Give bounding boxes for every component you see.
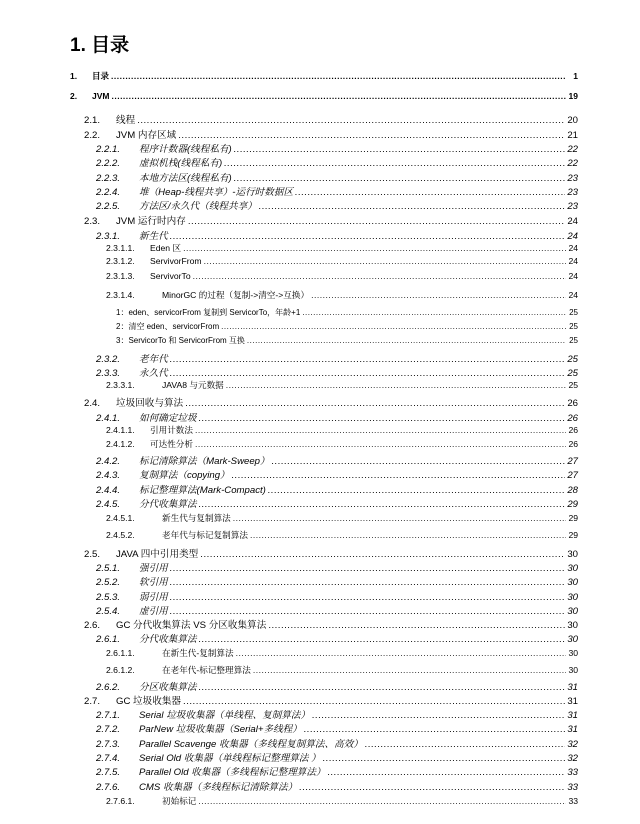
toc-entry-page-number: 23 bbox=[567, 187, 578, 198]
toc-entry-label: 可达性分析 bbox=[150, 439, 193, 449]
dot-leader bbox=[183, 243, 566, 253]
toc-entry-number: 2.3.1.1. bbox=[106, 243, 135, 253]
toc-entry-label: 在老年代-标记整理算法 bbox=[162, 665, 251, 675]
toc-entry-label: 分代收集算法 bbox=[139, 499, 197, 510]
toc-entry-page-number: 24 bbox=[568, 243, 578, 253]
toc-entry[interactable] bbox=[84, 112, 578, 126]
toc-entry-number: 2.2.3. bbox=[96, 173, 121, 184]
dot-leader bbox=[311, 290, 566, 300]
dot-leader bbox=[234, 144, 566, 155]
toc-entry-number: 2.7.1. bbox=[96, 710, 121, 721]
toc-entry-label: Serial Old 收集器（单线程标记整理算法 ） bbox=[139, 753, 321, 764]
toc-entry-label: 2：清空 eden、servicorFrom bbox=[116, 322, 220, 331]
toc-entry-page-number: 24 bbox=[568, 256, 578, 266]
toc-entry-label: 永久代 bbox=[139, 368, 168, 379]
toc-entry-label: 1：eden、servicorFrom 复制到 ServicorTo，年龄+1 bbox=[116, 308, 301, 317]
toc-entry-page-number: 1 bbox=[573, 71, 578, 81]
toc-entry-number: 2.3.3. bbox=[96, 368, 121, 379]
toc-entry-page-number: 32 bbox=[567, 753, 578, 764]
toc-entry-page-number: 30 bbox=[567, 592, 578, 603]
toc-entry-number: 2.4.5. bbox=[96, 499, 121, 510]
toc-entry[interactable] bbox=[106, 795, 578, 807]
toc-entry-number: 2.3.2. bbox=[96, 354, 121, 365]
toc-entry-label: 分代收集算法 bbox=[139, 634, 197, 645]
toc-entry-label: 方法区/永久代（线程共享） bbox=[139, 201, 257, 212]
dot-leader bbox=[200, 549, 565, 560]
toc-entry-number: 2.2. bbox=[84, 130, 101, 141]
dot-leader bbox=[304, 724, 565, 735]
toc-entry-label: 新生代 bbox=[139, 231, 168, 242]
toc-entry-page-number: 33 bbox=[567, 782, 578, 793]
toc-entry-label: 程序计数器(线程私有) bbox=[139, 144, 232, 155]
dot-leader bbox=[268, 620, 565, 631]
toc-entry-page-number: 24 bbox=[568, 271, 578, 281]
toc-entry-number: 2.7.6. bbox=[96, 782, 121, 793]
dot-leader bbox=[198, 796, 566, 806]
toc-entry[interactable] bbox=[96, 721, 578, 735]
page-title: 1. 目录 bbox=[70, 35, 130, 56]
toc-entry-label: 软引用 bbox=[139, 577, 168, 588]
toc-entry-label: Serial 垃圾收集器（单线程、复制算法） bbox=[139, 710, 311, 721]
toc-entry-label: ServivorFrom bbox=[150, 256, 202, 266]
toc-entry-page-number: 24 bbox=[568, 290, 578, 300]
toc-entry-page-number: 30 bbox=[567, 620, 578, 631]
dot-leader bbox=[221, 322, 566, 331]
toc-entry[interactable] bbox=[96, 707, 578, 721]
toc-entry-number: 2.5.3. bbox=[96, 592, 121, 603]
toc-entry-page-number: 30 bbox=[567, 577, 578, 588]
toc-entry-page-number: 28 bbox=[567, 485, 578, 496]
toc-entry-label: 标记整理算法(Mark-Compact) bbox=[139, 485, 266, 496]
toc-entry[interactable] bbox=[96, 351, 578, 365]
toc-entry[interactable] bbox=[106, 256, 578, 266]
dot-leader bbox=[226, 380, 566, 390]
dot-leader bbox=[199, 499, 566, 510]
toc-entry[interactable] bbox=[84, 213, 578, 227]
toc-entry[interactable] bbox=[84, 693, 578, 707]
dot-leader bbox=[259, 201, 566, 212]
toc-entry-page-number: 23 bbox=[567, 201, 578, 212]
toc-entry-page-number: 26 bbox=[568, 425, 578, 435]
toc-entry[interactable] bbox=[106, 438, 578, 450]
toc-entry-page-number: 30 bbox=[567, 549, 578, 560]
toc-entry[interactable] bbox=[116, 335, 578, 346]
toc-entry-number: 2.4.1.1. bbox=[106, 425, 135, 435]
toc-entry-page-number: 32 bbox=[567, 739, 578, 750]
toc-entry[interactable] bbox=[96, 679, 578, 693]
dot-leader bbox=[195, 425, 566, 435]
toc-entry[interactable] bbox=[116, 307, 578, 318]
dot-leader bbox=[111, 91, 566, 101]
toc-entry[interactable] bbox=[96, 365, 578, 379]
toc-entry-number: 2.4.5.1. bbox=[106, 513, 135, 523]
toc-entry-label: JAVA 四中引用类型 bbox=[116, 549, 199, 560]
dot-leader bbox=[236, 648, 566, 658]
toc-entry-label: 3：ServicorTo 和 ServicorFrom 互换 bbox=[116, 336, 245, 345]
toc-entry[interactable] bbox=[96, 603, 578, 617]
toc-entry-label: 目录 bbox=[92, 71, 110, 81]
toc-entry[interactable] bbox=[96, 589, 578, 603]
toc-entry-page-number: 25 bbox=[569, 308, 578, 317]
dot-leader bbox=[232, 470, 566, 481]
toc-entry-number: 2.7.6.1. bbox=[106, 796, 135, 806]
toc-entry-number: 2.4.2. bbox=[96, 456, 121, 467]
toc-entry-label: GC 分代收集算法 VS 分区收集算法 bbox=[116, 620, 267, 631]
dot-leader bbox=[224, 158, 565, 169]
dot-leader bbox=[170, 368, 566, 379]
toc-entry-page-number: 27 bbox=[567, 456, 578, 467]
dot-leader bbox=[250, 530, 566, 540]
dot-leader bbox=[170, 606, 566, 617]
toc-entry-number: 2.3.1.2. bbox=[106, 256, 135, 266]
toc-entry-page-number: 26 bbox=[567, 398, 578, 409]
toc-entry[interactable] bbox=[106, 664, 578, 676]
toc-entry-page-number: 29 bbox=[567, 499, 578, 510]
toc-entry-number: 2.4.1.2. bbox=[106, 439, 135, 449]
toc-entry[interactable] bbox=[96, 228, 578, 242]
toc-entry-number: 2.6. bbox=[84, 620, 101, 631]
toc-entry[interactable] bbox=[96, 141, 578, 155]
toc-entry-page-number: 29 bbox=[568, 530, 578, 540]
toc-entry[interactable] bbox=[106, 289, 578, 301]
toc-entry-page-number: 20 bbox=[567, 115, 578, 126]
toc-entry-label: 分区收集算法 bbox=[139, 682, 197, 693]
toc-entry-number: 2.3.1.4. bbox=[106, 290, 135, 300]
toc-entry[interactable] bbox=[84, 127, 578, 141]
toc-entry-label: GC 垃圾收集器 bbox=[116, 696, 182, 707]
toc-entry-label: JAVA8 与元数据 bbox=[162, 380, 224, 390]
toc-entry-label: JVM 内存区域 bbox=[116, 130, 177, 141]
toc-entry-number: 2.7.3. bbox=[96, 739, 121, 750]
toc-entry-page-number: 25 bbox=[569, 322, 578, 331]
toc-entry-page-number: 26 bbox=[567, 413, 578, 424]
toc-entry-number: 2.4. bbox=[84, 398, 101, 409]
toc-entry-label: MinorGC 的过程（复制->清空->互换） bbox=[162, 290, 310, 300]
toc-entry[interactable] bbox=[106, 529, 578, 541]
toc-entry-page-number: 31 bbox=[567, 710, 578, 721]
toc-entry-page-number: 25 bbox=[568, 380, 578, 390]
toc-entry-label: 线程 bbox=[116, 115, 136, 126]
toc-entry-number: 2.7.5. bbox=[96, 767, 121, 778]
toc-entry-page-number: 30 bbox=[567, 563, 578, 574]
toc-entry-page-number: 23 bbox=[567, 173, 578, 184]
dot-leader bbox=[111, 71, 566, 81]
dot-leader bbox=[170, 577, 566, 588]
toc-entry-label: Parallel Scavenge 收集器（多线程复制算法、高效） bbox=[139, 739, 363, 750]
toc-entry-page-number: 33 bbox=[567, 767, 578, 778]
toc-entry[interactable] bbox=[106, 512, 578, 524]
dot-leader bbox=[170, 231, 566, 242]
dot-leader bbox=[193, 271, 566, 281]
toc-entry-page-number: 24 bbox=[567, 231, 578, 242]
toc-entry[interactable] bbox=[96, 198, 578, 212]
dot-leader bbox=[323, 753, 566, 764]
toc-entry-page-number: 22 bbox=[567, 144, 578, 155]
toc-entry-page-number: 24 bbox=[567, 216, 578, 227]
toc-entry-number: 2.6.1.2. bbox=[106, 665, 135, 675]
toc-entry-label: 初始标记 bbox=[162, 796, 197, 806]
dot-leader bbox=[199, 682, 566, 693]
dot-leader bbox=[272, 456, 566, 467]
toc-entry-page-number: 30 bbox=[567, 606, 578, 617]
dot-leader bbox=[199, 634, 566, 645]
toc-entry-page-number: 31 bbox=[567, 724, 578, 735]
toc-entry[interactable] bbox=[96, 764, 578, 778]
toc-entry[interactable] bbox=[96, 560, 578, 574]
toc-entry-page-number: 29 bbox=[568, 513, 578, 523]
toc-entry-page-number: 30 bbox=[568, 665, 578, 675]
toc-entry[interactable] bbox=[96, 482, 578, 496]
toc-entry-number: 2.4.5.2. bbox=[106, 530, 135, 540]
toc-entry[interactable] bbox=[96, 779, 578, 793]
dot-leader bbox=[188, 216, 566, 227]
toc-entry-number: 2.3. bbox=[84, 216, 101, 227]
toc-entry-page-number: 25 bbox=[569, 336, 578, 345]
toc-entry[interactable] bbox=[106, 271, 578, 281]
toc-entry-page-number: 31 bbox=[567, 682, 578, 693]
toc-entry-label: 在新生代-复制算法 bbox=[162, 648, 234, 658]
toc-entry[interactable] bbox=[96, 453, 578, 467]
dot-leader bbox=[268, 485, 565, 496]
toc-entry-label: 垃圾回收与算法 bbox=[116, 398, 184, 409]
dot-leader bbox=[365, 739, 565, 750]
toc-entry[interactable] bbox=[96, 184, 578, 198]
toc-entry-number: 2.5.2. bbox=[96, 577, 121, 588]
dot-leader bbox=[328, 767, 566, 778]
toc-entry-number: 2.6.2. bbox=[96, 682, 121, 693]
toc-entry-number: 2.2.4. bbox=[96, 187, 121, 198]
toc-entry-number: 2.5.1. bbox=[96, 563, 121, 574]
toc-entry-page-number: 22 bbox=[567, 158, 578, 169]
dot-leader bbox=[233, 513, 566, 523]
toc-entry-label: 虚引用 bbox=[139, 606, 168, 617]
toc-entry-number: 2.5. bbox=[84, 549, 101, 560]
toc-entry[interactable] bbox=[84, 395, 578, 409]
toc-entry-label: 复制算法（copying） bbox=[139, 470, 230, 481]
toc-entry-page-number: 25 bbox=[567, 354, 578, 365]
toc-entry-page-number: 33 bbox=[568, 796, 578, 806]
dot-leader bbox=[234, 173, 566, 184]
toc-entry[interactable] bbox=[70, 70, 578, 82]
toc-entry-number: 2.6.1. bbox=[96, 634, 121, 645]
toc-entry[interactable] bbox=[96, 467, 578, 481]
toc-entry-number: 2.4.4. bbox=[96, 485, 121, 496]
toc-entry[interactable] bbox=[96, 155, 578, 169]
toc-entry[interactable] bbox=[96, 170, 578, 184]
toc-entry-label: 本地方法区(线程私有) bbox=[139, 173, 232, 184]
toc-entry-page-number: 25 bbox=[567, 368, 578, 379]
toc-entry[interactable] bbox=[106, 242, 578, 254]
toc-entry-page-number: 26 bbox=[568, 439, 578, 449]
toc-entry-number: 2.2.5. bbox=[96, 201, 121, 212]
toc-entry-label: JVM bbox=[92, 91, 110, 101]
toc-entry[interactable] bbox=[70, 91, 578, 101]
toc-entry-label: 新生代与复制算法 bbox=[162, 513, 231, 523]
toc-entry-number: 2.3.1.3. bbox=[106, 271, 135, 281]
toc-entry-label: ParNew 垃圾收集器（Serial+多线程） bbox=[139, 724, 302, 735]
toc-entry-page-number: 30 bbox=[567, 634, 578, 645]
toc-entry-number: 1. bbox=[70, 71, 78, 81]
toc-entry-page-number: 27 bbox=[567, 470, 578, 481]
toc-entry-number: 2.1. bbox=[84, 115, 101, 126]
toc-entry-label: Parallel Old 收集器（多线程标记整理算法） bbox=[139, 767, 326, 778]
dot-leader bbox=[178, 130, 565, 141]
dot-leader bbox=[185, 398, 565, 409]
dot-leader bbox=[170, 563, 566, 574]
toc-entry-page-number: 31 bbox=[567, 696, 578, 707]
toc-entry-label: ServivorTo bbox=[150, 271, 191, 281]
toc-entry-page-number: 21 bbox=[567, 130, 578, 141]
toc-entry-number: 2.2.2. bbox=[96, 158, 121, 169]
toc-entry-label: 老年代 bbox=[139, 354, 168, 365]
toc-entry[interactable] bbox=[96, 574, 578, 588]
dot-leader bbox=[312, 710, 565, 721]
toc-entry-number: 2.2.1. bbox=[96, 144, 121, 155]
toc-entry-label: 虚拟机栈(线程私有) bbox=[139, 158, 223, 169]
toc-entry-number: 2.3.3.1. bbox=[106, 380, 135, 390]
dot-leader bbox=[137, 115, 565, 126]
toc-entry-label: 如何确定垃圾 bbox=[139, 413, 197, 424]
dot-leader bbox=[204, 256, 566, 266]
dot-leader bbox=[199, 413, 566, 424]
dot-leader bbox=[302, 308, 566, 317]
toc-entry[interactable] bbox=[96, 631, 578, 645]
toc-entry[interactable] bbox=[96, 736, 578, 750]
toc-entry-page-number: 19 bbox=[568, 91, 578, 101]
toc-entry[interactable] bbox=[84, 617, 578, 631]
toc-entry-label: 老年代与标记复制算法 bbox=[162, 530, 248, 540]
toc-entry-label: 强引用 bbox=[139, 563, 168, 574]
toc-entry-number: 2.3.1. bbox=[96, 231, 121, 242]
toc-entry[interactable] bbox=[96, 410, 578, 424]
toc-entry-number: 2.7.4. bbox=[96, 753, 121, 764]
toc-entry-label: Eden 区 bbox=[150, 243, 182, 253]
toc-entry-label: CMS 收集器（多线程标记清除算法） bbox=[139, 782, 298, 793]
toc-entry-number: 2.7.2. bbox=[96, 724, 121, 735]
toc-entry[interactable] bbox=[84, 546, 578, 560]
toc-entry-number: 2. bbox=[70, 91, 78, 101]
toc-entry-number: 2.5.4. bbox=[96, 606, 121, 617]
dot-leader bbox=[247, 336, 566, 345]
dot-leader bbox=[299, 782, 565, 793]
toc-entry[interactable] bbox=[106, 379, 578, 391]
toc-entry-number: 2.6.1.1. bbox=[106, 648, 135, 658]
dot-leader bbox=[183, 696, 565, 707]
toc-entry[interactable] bbox=[96, 750, 578, 764]
toc-entry-number: 2.4.3. bbox=[96, 470, 121, 481]
toc-entry-number: 2.7. bbox=[84, 696, 101, 707]
dot-leader bbox=[195, 439, 566, 449]
dot-leader bbox=[253, 665, 566, 675]
toc-entry-page-number: 30 bbox=[568, 648, 578, 658]
toc-entry-label: 堆（Heap-线程共享）-运行时数据区 bbox=[139, 187, 294, 198]
dot-leader bbox=[170, 592, 566, 603]
toc-entry[interactable] bbox=[106, 647, 578, 659]
toc-entry-label: 引用计数法 bbox=[150, 425, 193, 435]
dot-leader bbox=[295, 187, 565, 198]
toc-entry[interactable] bbox=[116, 321, 578, 332]
toc-entry-label: 标记清除算法（Mark-Sweep） bbox=[139, 456, 270, 467]
toc-entry[interactable] bbox=[96, 496, 578, 510]
toc-entry[interactable] bbox=[106, 424, 578, 436]
toc-entry-label: 弱引用 bbox=[139, 592, 168, 603]
toc-entry-number: 2.4.1. bbox=[96, 413, 121, 424]
toc-entry-label: JVM 运行时内存 bbox=[116, 216, 186, 227]
dot-leader bbox=[170, 354, 566, 365]
